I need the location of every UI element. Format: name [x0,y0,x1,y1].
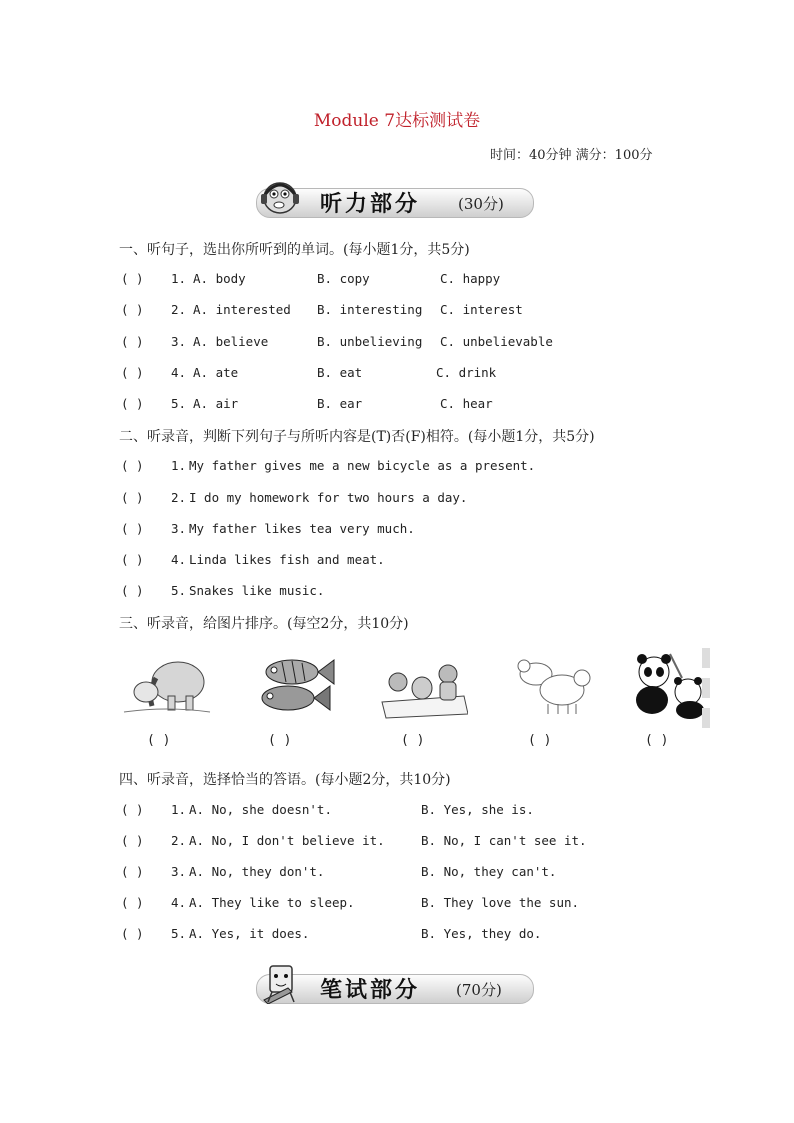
option-c: C. happy [440,271,501,286]
option-c: C. drink [436,365,497,380]
option-b: B. They love the sun. [421,895,580,910]
option-a: A. They like to sleep. [189,895,355,910]
option-b: B. unbelieving [317,334,423,349]
answer-paren[interactable]: ( ) [121,458,144,473]
option-a: A. interested [193,302,291,317]
statement-text: Linda likes fish and meat. [189,552,385,567]
question-row [121,833,681,849]
answer-paren[interactable]: ( ) [121,833,144,848]
listening-banner-title: 听力部分 [320,192,421,217]
option-c: C. interest [440,302,523,317]
picture-answer-paren-2: ( ) [268,733,292,748]
option-a: A. air [193,396,239,411]
option-a: A. believe [193,334,269,349]
question-row [121,895,681,911]
section3-heading: 三、听录音，给图片排序。(每空2分，共10分) [119,616,409,632]
answer-paren[interactable]: ( ) [121,552,144,567]
question-row [121,271,681,287]
statement-text: Snakes like music. [189,583,325,598]
option-a: A. body [193,271,246,286]
option-b: B. No, I can't see it. [421,833,587,848]
answer-paren[interactable]: ( ) [121,583,144,598]
answer-paren[interactable]: ( ) [121,490,144,505]
section2-heading: 二、听录音，判断下列句子与所听内容是(T)否(F)相符。(每小题1分，共5分) [119,429,595,445]
elephants-picture-icon [122,648,212,720]
writing-banner [240,968,534,1004]
option-a: A. ate [193,365,239,380]
option-a: A. No, I don't believe it. [189,833,385,848]
question-number: 4. [171,365,187,380]
option-b: B. interesting [317,302,423,317]
listening-banner [240,182,534,218]
option-c: C. hear [440,396,493,411]
answer-paren[interactable]: ( ) [121,926,144,941]
listening-banner-score: (30分) [458,195,504,213]
option-c: C. unbelievable [440,334,553,349]
option-b: B. No, they can't. [421,864,557,879]
question-number: 5. [171,583,187,598]
question-number: 1. [171,271,187,286]
option-a: A. No, they don't. [189,864,325,879]
answer-paren[interactable]: ( ) [121,521,144,536]
question-number: 1. [171,802,187,817]
question-number: 2. [171,302,187,317]
statement-text: I do my homework for two hours a day. [189,490,468,505]
question-row [121,926,681,942]
question-number: 3. [171,864,187,879]
question-row [121,583,681,599]
option-b: B. copy [317,271,370,286]
option-b: B. Yes, they do. [421,926,542,941]
question-number: 2. [171,490,187,505]
option-b: B. eat [317,365,363,380]
time-info: 时间：40分钟 满分：100分 [490,148,653,163]
dogs-picture-icon [378,648,468,720]
headphone-mascot-icon [258,174,302,218]
sheep-picture-icon [510,648,600,720]
page-edge-mark [700,648,710,748]
section1-heading: 一、听句子，选出你所听到的单词。(每小题1分，共5分) [119,242,470,258]
pencil-mascot-icon [258,960,302,1004]
question-row [121,334,681,350]
question-number: 1. [171,458,187,473]
question-row [121,864,681,880]
question-number: 4. [171,895,187,910]
option-a: A. No, she doesn't. [189,802,332,817]
question-number: 3. [171,334,187,349]
page-title: Module 7达标测试卷 [313,111,481,131]
writing-banner-score: (70分) [456,981,502,999]
question-row [121,458,681,474]
statement-text: My father gives me a new bicycle as a present. [189,458,536,473]
question-number: 5. [171,926,187,941]
answer-paren[interactable]: ( ) [121,396,144,411]
question-number: 5. [171,396,187,411]
picture-answer-paren-1: ( ) [147,733,171,748]
picture-answer-paren-4: ( ) [528,733,552,748]
question-row [121,365,681,381]
answer-paren[interactable]: ( ) [121,365,144,380]
statement-text: My father likes tea very much. [189,521,415,536]
answer-paren[interactable]: ( ) [121,271,144,286]
question-row [121,802,681,818]
option-b: B. ear [317,396,363,411]
question-row [121,490,681,506]
answer-paren[interactable]: ( ) [121,802,144,817]
question-number: 4. [171,552,187,567]
answer-paren[interactable]: ( ) [121,895,144,910]
answer-paren[interactable]: ( ) [121,864,144,879]
writing-banner-title: 笔试部分 [320,978,421,1003]
question-row [121,521,681,537]
question-number: 2. [171,833,187,848]
question-number: 3. [171,521,187,536]
fish-picture-icon [252,648,342,720]
question-row [121,302,681,318]
option-a: A. Yes, it does. [189,926,310,941]
picture-answer-paren-3: ( ) [401,733,425,748]
section4-heading: 四、听录音，选择恰当的答语。(每小题2分，共10分) [119,772,451,788]
answer-paren[interactable]: ( ) [121,334,144,349]
answer-paren[interactable]: ( ) [121,302,144,317]
picture-answer-paren-5: ( ) [645,733,669,748]
option-b: B. Yes, she is. [421,802,534,817]
question-row [121,552,681,568]
question-row [121,396,681,412]
